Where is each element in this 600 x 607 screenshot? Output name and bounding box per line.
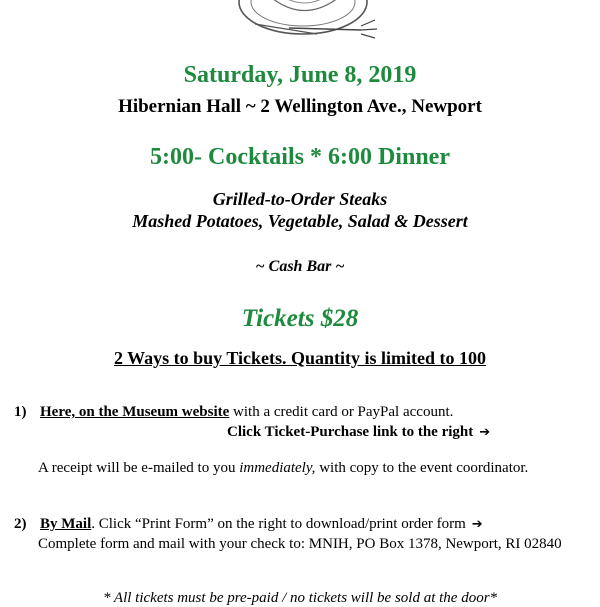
option-2-number: 2): [14, 516, 27, 532]
receipt-text-post: with copy to the event coordinator.: [315, 460, 529, 476]
option-1-number: 1): [14, 404, 27, 420]
receipt-text-emphasis: immediately,: [239, 460, 316, 476]
right-arrow-icon: ➔: [471, 517, 483, 532]
event-date: Saturday, June 8, 2019: [183, 62, 417, 88]
receipt-note: [38, 460, 528, 477]
footnote: * All tickets must be pre-paid / no tickets will be sold at the door*: [102, 590, 498, 606]
receipt-text-pre: A receipt will be e-mailed to you: [38, 460, 240, 476]
event-venue: Hibernian Hall ~ 2 Wellington Ave., Newport: [118, 96, 482, 117]
ticket-price: Tickets $28: [241, 305, 359, 332]
ticket-ways-heading: 2 Ways to buy Tickets. Quantity is limited to 100: [113, 348, 487, 368]
menu-line-1: Grilled-to-Order Steaks: [212, 189, 388, 209]
right-arrow-icon: ➔: [479, 425, 491, 440]
option-2-title: By Mail: [40, 516, 92, 532]
ticket-purchase-instruction: [227, 424, 490, 441]
option-2: [14, 516, 483, 533]
event-times: 5:00- Cocktails * 6:00 Dinner: [150, 144, 450, 170]
mail-instructions: Complete form and mail with your check to: MNIH, PO Box 1378, Newport, RI 02840: [38, 536, 562, 552]
menu-line-2: Mashed Potatoes, Vegetable, Salad & Dessert: [132, 211, 468, 231]
ticket-purchase-text: Click Ticket-Purchase link to the right: [227, 424, 474, 440]
cash-bar: ~ Cash Bar ~: [255, 258, 345, 275]
option-1: [14, 404, 453, 421]
option-1-text: with a credit card or PayPal account.: [229, 404, 454, 420]
option-2-text: . Click “Print Form” on the right to download/print order form: [91, 516, 466, 532]
option-1-title: Here, on the Museum website: [40, 404, 230, 420]
steak-plate-icon: [225, 0, 385, 52]
